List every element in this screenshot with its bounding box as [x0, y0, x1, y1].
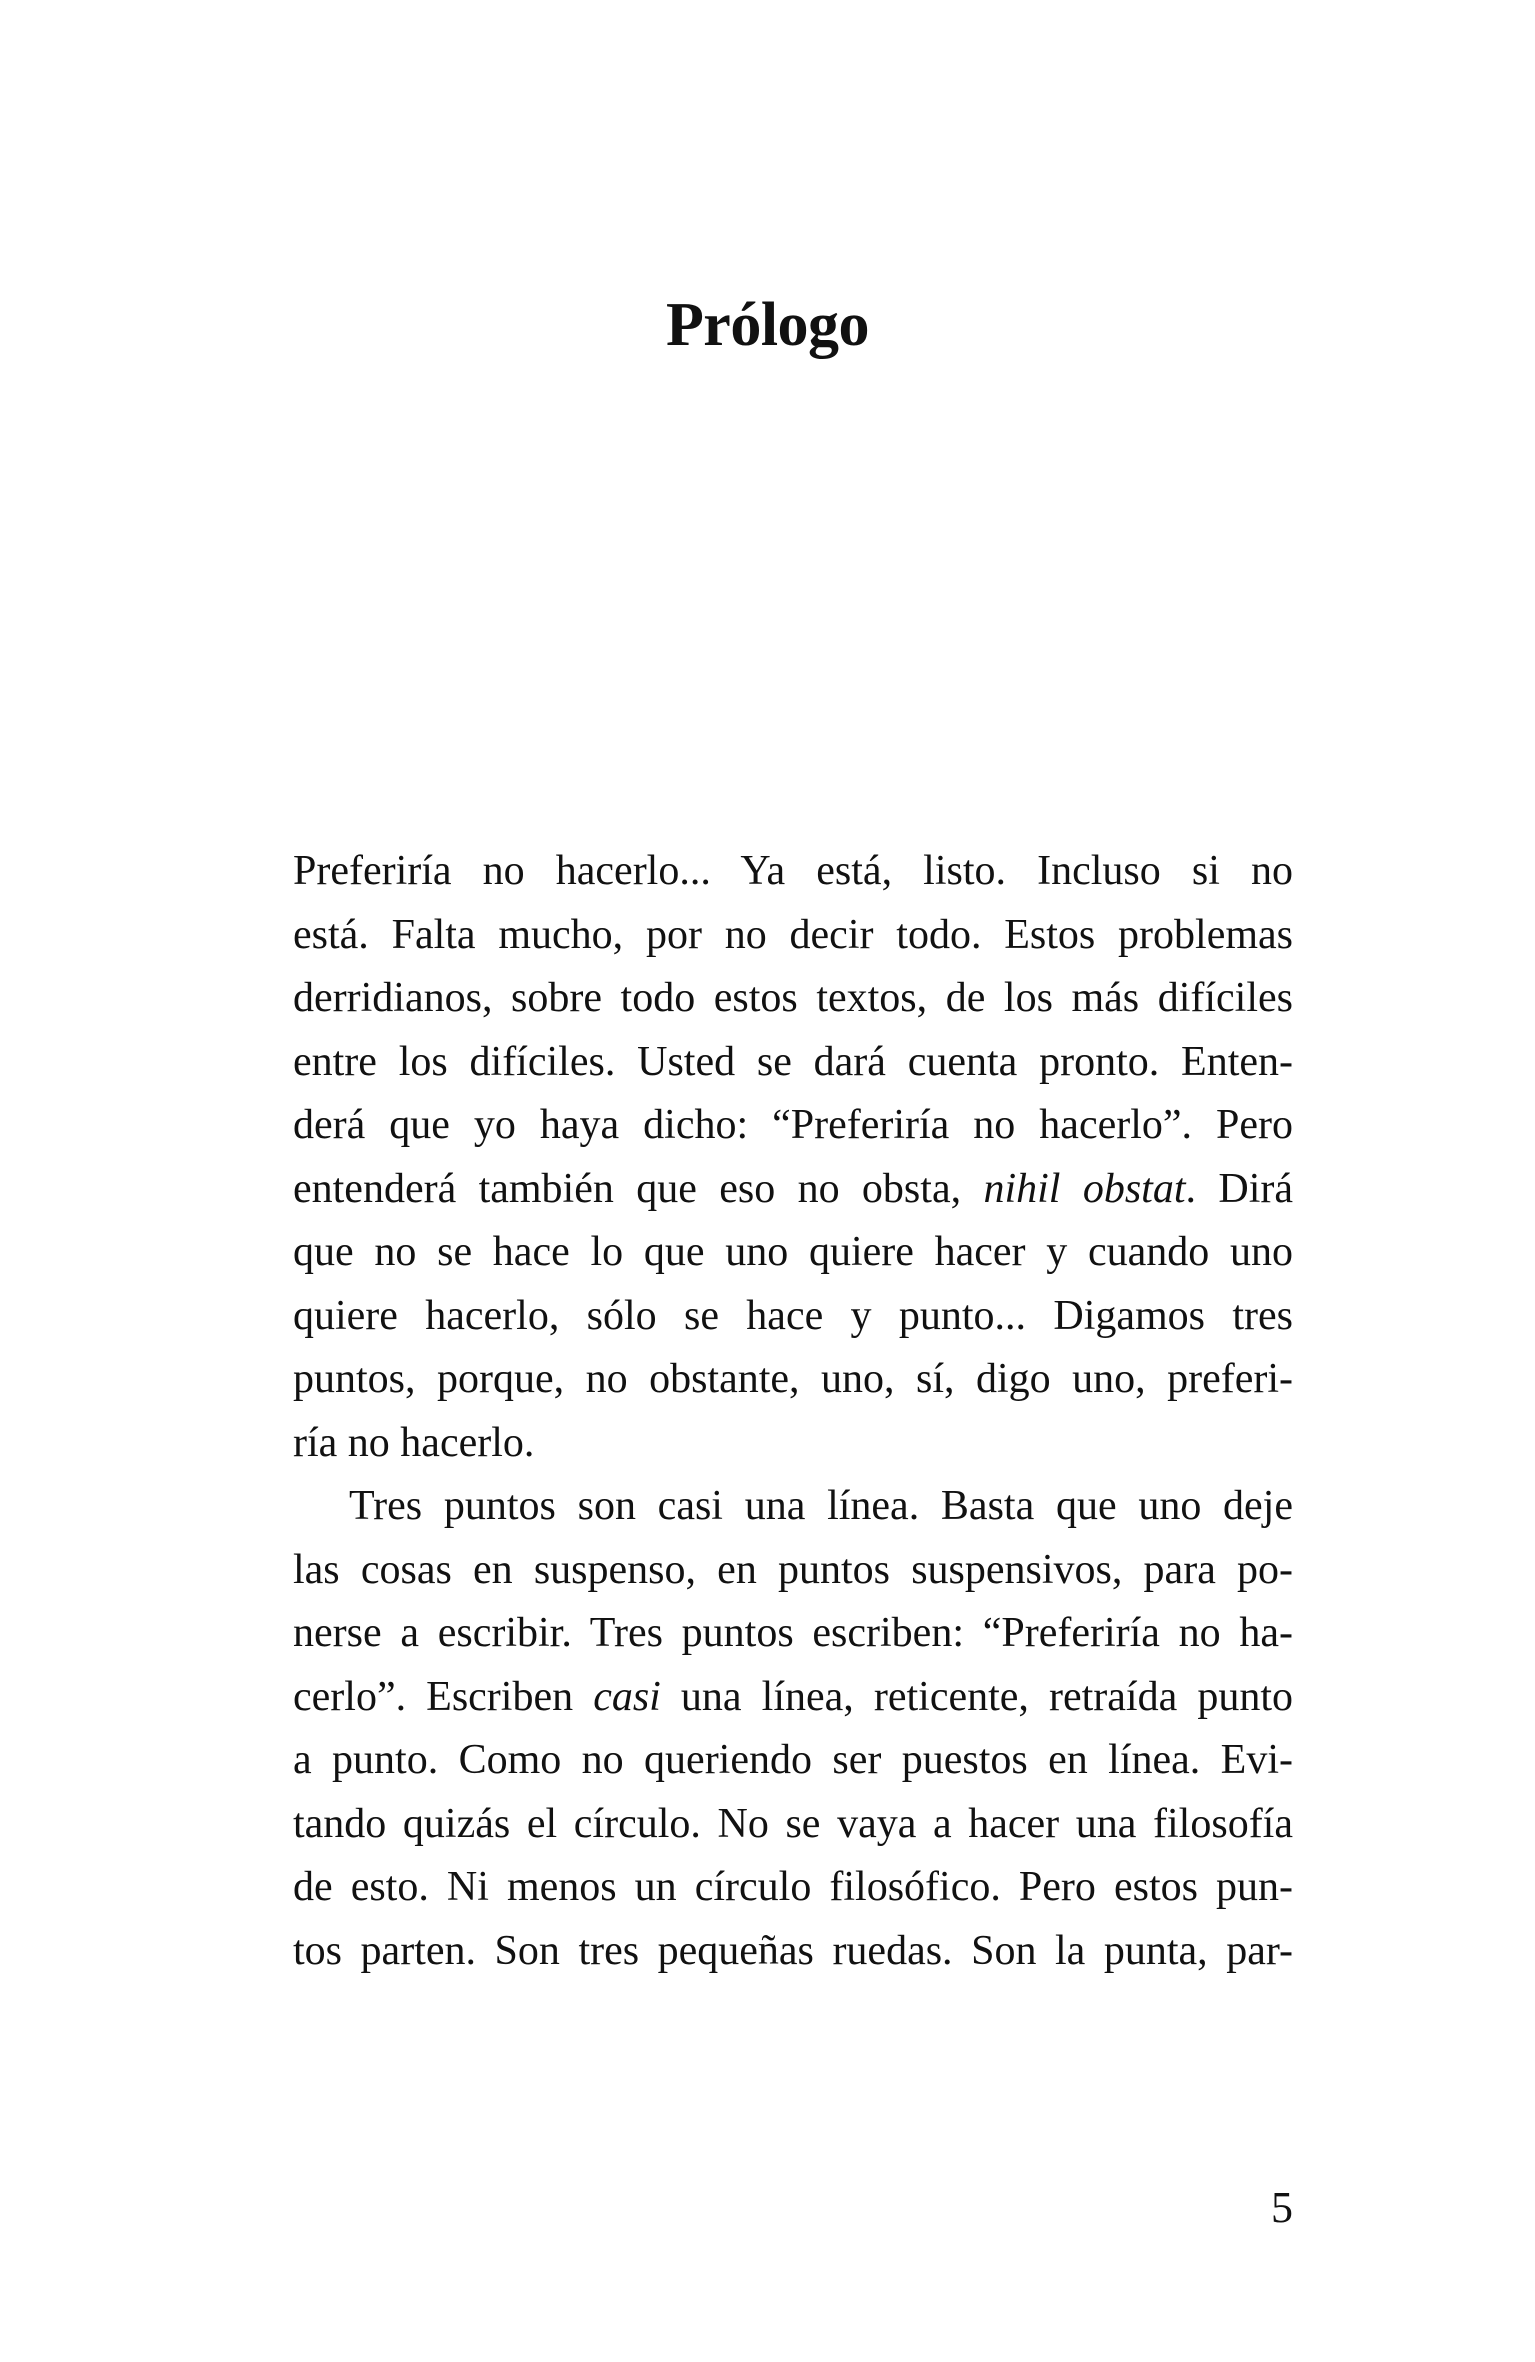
text-line: Preferiría no hacerlo... Ya está, listo. Incluso si no	[293, 848, 1293, 894]
page-number: 5	[1271, 2183, 1293, 2232]
text-line: quiere hacerlo, sólo se hace y punto... Digamos tres	[293, 1292, 1293, 1339]
text-line: entre los difíciles. Usted se dará cuenta pronto. Enten-	[293, 1038, 1293, 1085]
text-line: tos parten. Son tres pequeñas ruedas. Son la punta, par-	[293, 1927, 1293, 1974]
text-line: está. Falta mucho, por no decir todo. Estos problemas	[293, 911, 1293, 958]
italic-word: casi	[593, 1673, 661, 1720]
italic-phrase: nihil obstat	[983, 1165, 1186, 1212]
text-line: de esto. Ni menos un círculo filosófico. Pero estos pun-	[293, 1864, 1293, 1910]
text-line: puntos, porque, no obstante, uno, sí, digo uno, preferi-	[293, 1356, 1293, 1402]
text-line	[293, 1158, 1293, 1222]
text-line: a punto. Como no queriendo ser puestos en línea. Evi-	[293, 1737, 1293, 1783]
text-line: Tres puntos son casi una línea. Basta que uno deje	[349, 1483, 1293, 1529]
text-line: derá que yo haya dicho: “Preferiría no hacerlo”. Pero	[293, 1102, 1293, 1148]
text-run: . Dirá	[1185, 1165, 1293, 1212]
text-line: derridianos, sobre todo estos textos, de los más difíciles	[293, 975, 1293, 1021]
body-text	[293, 840, 1293, 1983]
chapter-title: Prólogo	[665, 291, 870, 359]
text-run: una línea, reticente, retraída punto	[660, 1673, 1293, 1720]
text-line: las cosas en suspenso, en puntos suspensivos, para po-	[293, 1546, 1293, 1593]
text-line	[293, 1666, 1293, 1730]
text-line: nerse a escribir. Tres puntos escriben: “Preferiría no ha-	[293, 1610, 1293, 1656]
text-line: ría no hacerlo.	[293, 1419, 535, 1466]
text-run: entenderá también que eso no obsta,	[293, 1165, 984, 1212]
text-line: tando quizás el círculo. No se vaya a hacer una filosofía	[293, 1800, 1293, 1847]
text-run: cerlo”. Escriben	[293, 1673, 594, 1720]
paragraph	[293, 840, 1293, 1475]
text-line: que no se hace lo que uno quiere hacer y cuando uno	[293, 1229, 1293, 1275]
paragraph	[293, 1475, 1293, 1983]
